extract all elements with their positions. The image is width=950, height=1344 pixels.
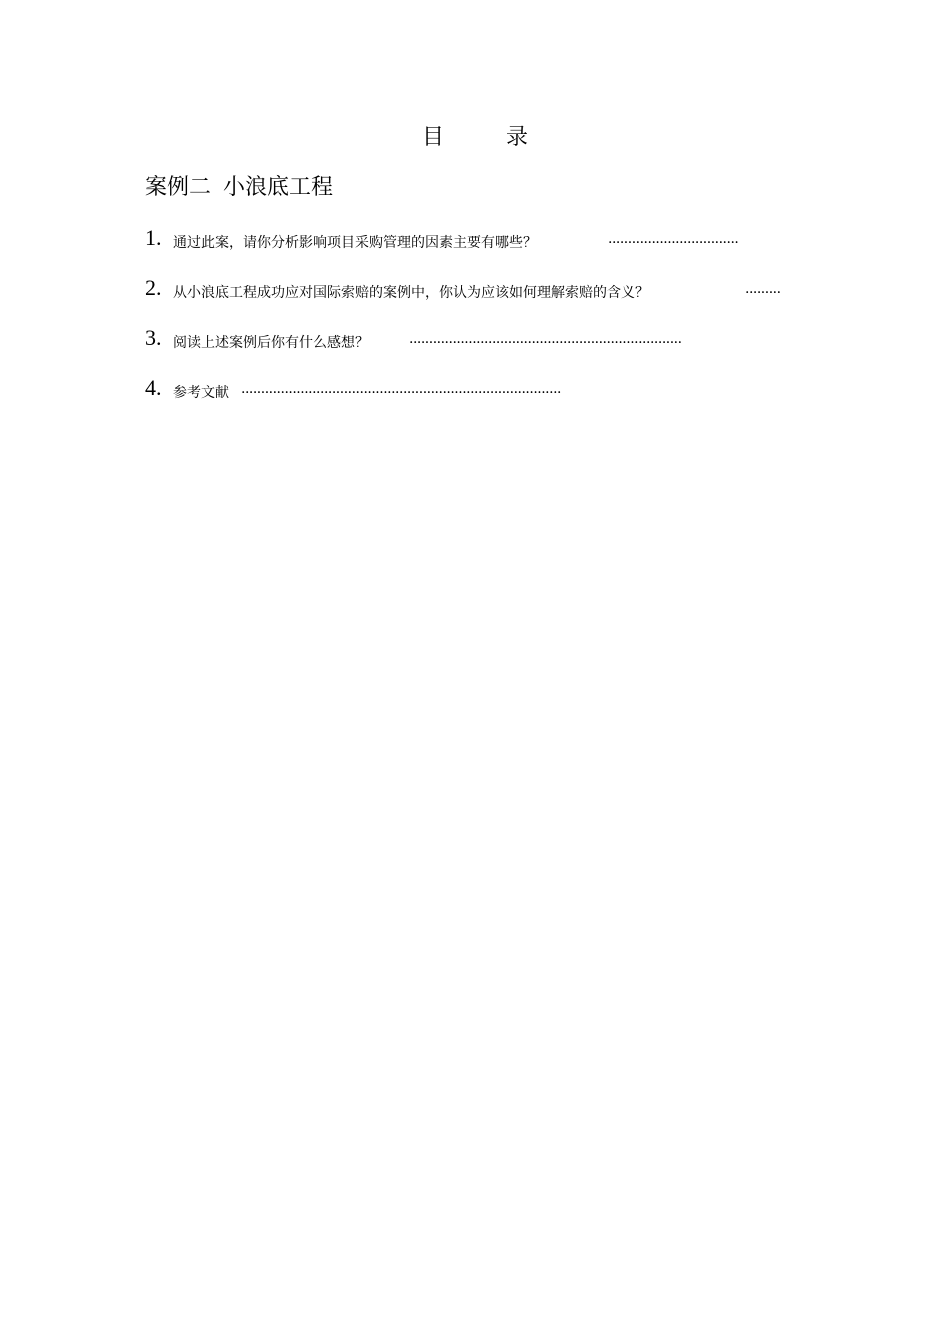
- toc-entry-leader: ·································: [608, 235, 739, 251]
- toc-entry-2[interactable]: [145, 276, 795, 306]
- toc-entry-text: 阅读上述案例后你有什么感想？: [173, 335, 369, 351]
- toc-entry-number: 3.: [145, 326, 162, 350]
- toc-title: [0, 120, 950, 151]
- toc-entry-text: 参考文献: [173, 385, 229, 401]
- toc-title-left-char: 目: [421, 125, 444, 150]
- toc-entry-text: 从小浪底工程成功应对国际索赔的案例中，你认为应该如何理解索赔的含义？: [173, 285, 649, 301]
- case-label: 案例二: [145, 175, 212, 200]
- toc-entry-text: 通过此案，请你分析影响项目采购管理的因素主要有哪些？: [173, 235, 537, 251]
- toc-entry-leader: ·················································································: [241, 385, 561, 401]
- toc-entry-number: 4.: [145, 376, 162, 400]
- toc-entry-leader: ·····································································: [409, 335, 682, 351]
- toc-entry-number: 2.: [145, 276, 162, 300]
- toc-title-right-char: 录: [506, 125, 529, 150]
- case-heading: [145, 170, 333, 201]
- toc-entry-leader: ·········: [745, 285, 781, 301]
- toc-entry-1[interactable]: [145, 226, 795, 256]
- toc-entry-3[interactable]: [145, 326, 795, 356]
- case-name: 小浪底工程: [223, 175, 334, 200]
- toc-entry-number: 1.: [145, 226, 162, 250]
- toc-entry-4[interactable]: [145, 376, 795, 406]
